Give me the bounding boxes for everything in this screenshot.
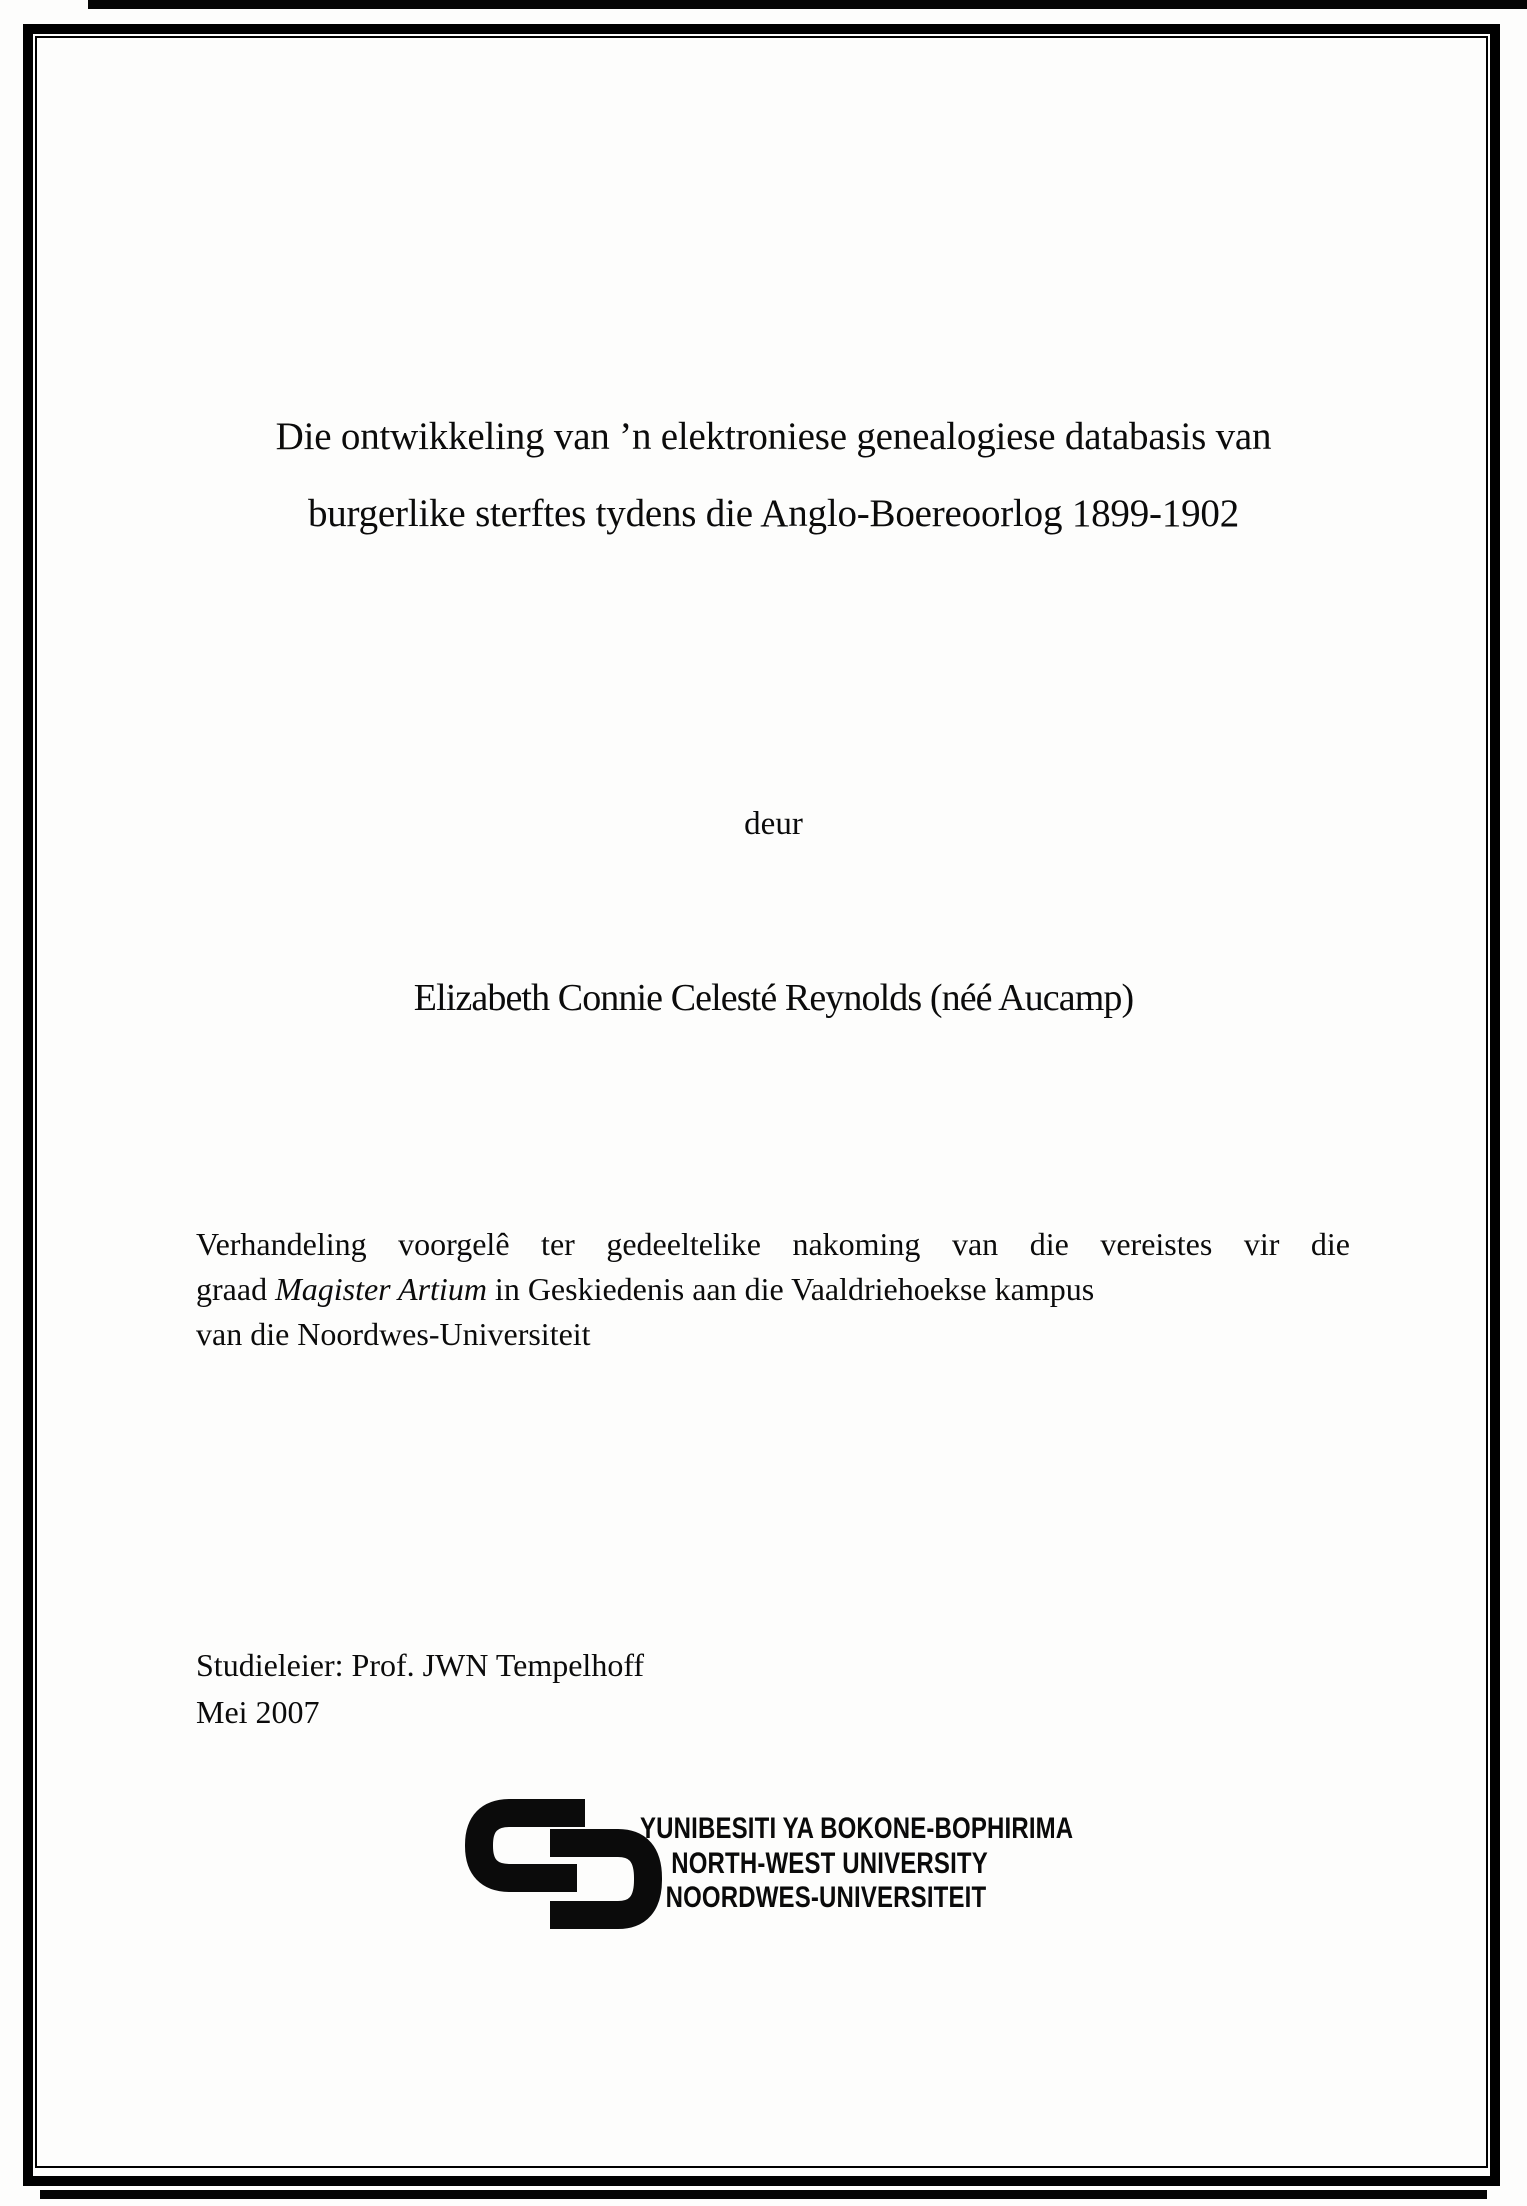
author-name: Elizabeth Connie Celesté Reynolds (néé Aucamp) <box>413 977 1134 1019</box>
thesis-title <box>196 398 1351 552</box>
degree-statement-line-2-pre: graad <box>196 1271 276 1307</box>
logo-line-english: NORTH-WEST UNIVERSITY <box>671 1846 988 1880</box>
degree-statement-line-2 <box>196 1267 1350 1312</box>
byline-deur: deur <box>744 806 803 842</box>
scan-artifact-bottom <box>40 2190 1487 2199</box>
supervisor-block <box>196 1642 644 1736</box>
logo-line-afrikaans: NOORDWES-UNIVERSITEIT <box>665 1881 987 1914</box>
nwu-chain-links-icon <box>462 1798 666 1932</box>
degree-statement-line-3: van die Noordwes-Universiteit <box>196 1316 591 1352</box>
supervisor-line: Studieleier: Prof. JWN Tempelhoff <box>196 1647 645 1683</box>
degree-statement-line-2-post: in Geskiedenis aan die Vaaldriehoekse kampus <box>486 1271 1095 1307</box>
thesis-title-line-2: burgerlike sterftes tydens die Anglo-Boereoorlog 1899-1902 <box>307 492 1240 535</box>
logo-line-setswana: YUNIBESITI YA BOKONE-BOPHIRIMA <box>640 1812 1074 1845</box>
university-logo-wordmark <box>640 1812 1073 1916</box>
degree-statement-line-1: Verhandeling voorgelê ter gedeeltelike nakoming van die vereistes vir die <box>196 1226 1350 1262</box>
date-line: Mei 2007 <box>196 1694 320 1730</box>
degree-statement <box>196 1222 1350 1357</box>
degree-name-italic: Magister Artium <box>275 1271 487 1307</box>
scan-artifact-top <box>88 0 1527 9</box>
thesis-title-line-1: Die ontwikkeling van ’n elektroniese genealogiese databasis van <box>275 415 1272 458</box>
